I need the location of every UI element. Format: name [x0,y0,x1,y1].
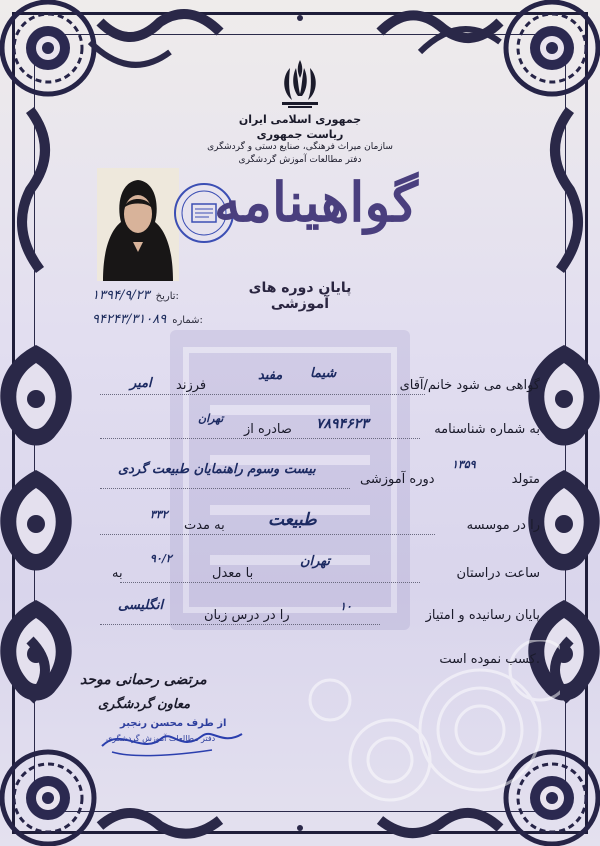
child-of-label: فرزند [176,378,207,393]
proxy-name: از طرف محسن رنجبر [120,718,227,729]
course-label: دوره آموزشی [360,472,435,487]
line4-dots [100,534,435,535]
institute-name: طبیعت [268,510,317,530]
date-line [92,288,179,303]
signer-name: مرتضی رحمانی موحد [80,672,207,688]
issued-label: صادره از [244,422,292,437]
date-label: تاریخ: [155,291,179,302]
province-name: تهران [300,554,330,569]
id-number: ۷۸۹۴۶۲۳ [316,416,369,432]
father-name: امیر [130,376,152,391]
applicant-photo [97,168,179,281]
language-label: را در درس زبان [204,608,290,623]
closing-text: کسب نموده است. [439,652,540,667]
issued-place: تهران [198,412,224,425]
line2-dots [100,438,420,439]
certificate-subtitle: پایان دوره های آموزشی [248,280,352,312]
born-year: ۱۳۵۹ [452,458,476,471]
duration-value: ۳۳۲ [150,508,168,521]
proxy-office: دفتر مطالعات آموزش گردشگری [106,734,216,743]
number-value: ۹۴۲۴۳/۳۱۰۸۹ [92,312,167,327]
signer-title: معاون گردشگری [98,697,191,712]
to-label: به [112,566,123,581]
score-value: ۱۰ [340,600,352,613]
line2-prefix: به شماره شناسنامه [434,422,540,437]
first-name: شیما [310,366,337,381]
institute-label: را در موسسه [466,518,540,533]
born-label: متولد [511,472,540,487]
line3-dots [100,488,350,489]
line5-dots [120,582,420,583]
language-name: انگلیسی [118,598,164,613]
line6-dots [100,624,380,625]
course-name: بیست وسوم راهنمایان طبیعت گردی [118,462,316,477]
header-line-3: سازمان میراث فرهنگی، صنایع دستی و گردشگری [207,142,393,152]
header-line-4: دفتر مطالعات آموزش گردشگری [238,155,362,165]
average-label: با معدل [212,566,254,581]
hours-label: ساعت دراستان [456,566,540,581]
line1-dots [100,394,425,395]
iran-emblem-icon [276,58,324,110]
number-line [92,312,203,327]
number-label: شماره: [172,315,203,326]
finish-label: پایان رسانیده و امتیاز [425,608,540,623]
duration-label: به مدت [184,518,225,533]
header-line-1: جمهوری اسلامی ایران [238,113,362,126]
line1-prefix: گواهی می شود خانم/آقای [399,378,540,393]
certificate-title: گواهینامه [214,170,419,234]
last-name: مفید [258,368,283,383]
header-line-2: ریاست جمهوری [256,128,344,141]
date-value: ۱۳۹۴/۹/۲۳ [92,288,150,303]
average-value: ۹۰/۲ [150,552,172,565]
